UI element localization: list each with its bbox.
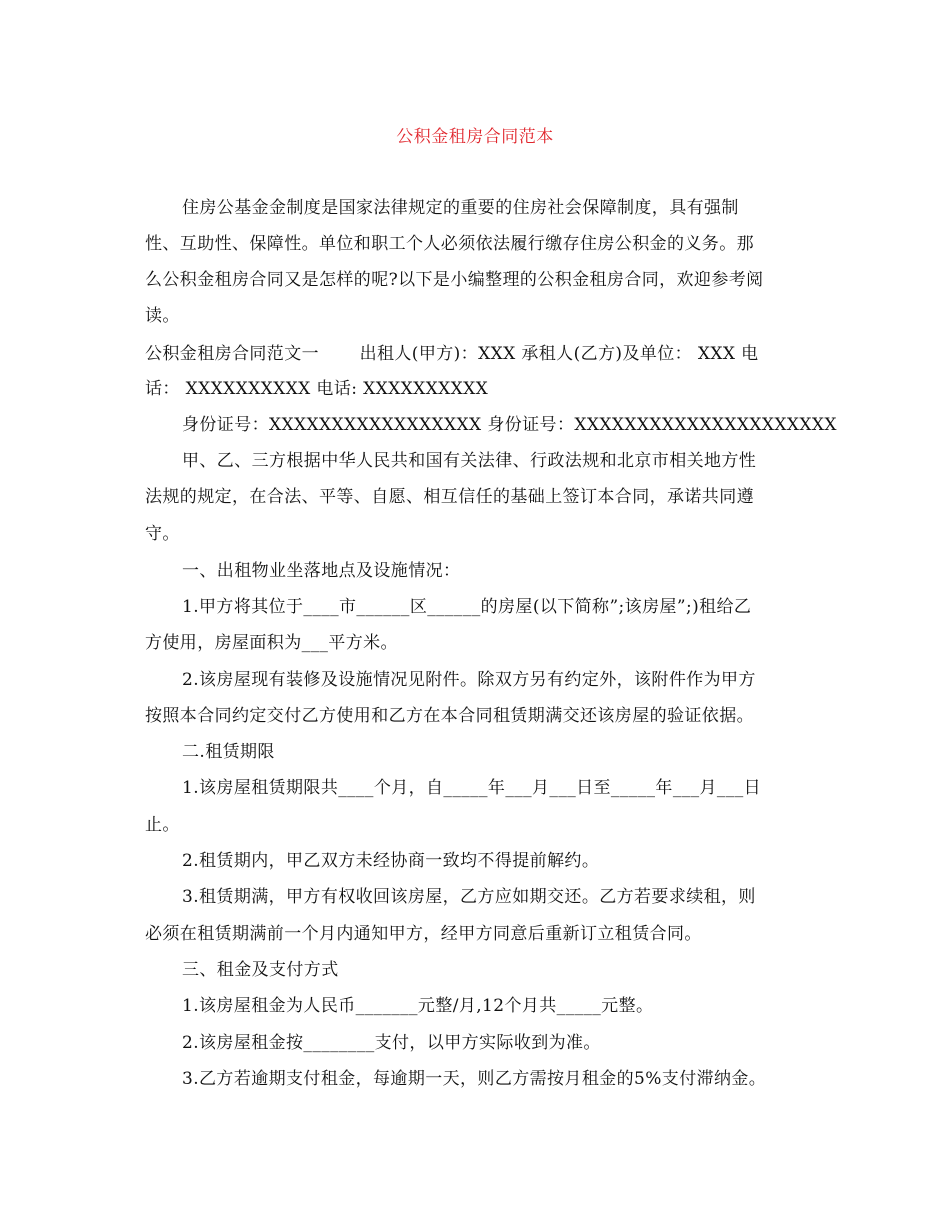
intro-line-3: 么公积金租房合同又是怎样的呢?以下是小编整理的公积金租房合同，欢迎参考阅 (145, 270, 764, 290)
clause-2-3-line-2: 必须在租赁期满前一个月内通知甲方，经甲方同意后重新订立租赁合同。 (145, 924, 702, 944)
clause-2-3-line-1: 3.租赁期满，甲方有权收回该房屋，乙方应如期交还。乙方若要求续租，则 (182, 887, 756, 907)
preamble-line-1: 甲、乙、三方根据中华人民共和国有关法律、行政法规和北京市相关地方性 (182, 451, 757, 471)
intro-line-2: 性、互助性、保障性。单位和职工个人必须依法履行缴存住房公积金的义务。那 (145, 234, 754, 254)
parties-line-2: 话： XXXXXXXXXX 电话: XXXXXXXXXX (145, 379, 489, 399)
clause-2-1-line-2: 止。 (145, 815, 180, 835)
intro-line-4: 读。 (145, 306, 180, 326)
preamble-line-2: 法规的规定，在合法、平等、自愿、相互信任的基础上签订本合同，承诺共同遵 (145, 487, 754, 507)
clause-1-1-line-1: 1.甲方将其位于____市______区______的房屋(以下简称”;该房屋”;)租给乙 (182, 597, 752, 617)
section-3-heading: 三、租金及支付方式 (182, 960, 339, 980)
section-1-heading: 一、出租物业坐落地点及设施情况： (182, 561, 461, 581)
clause-2-2: 2.租赁期内，甲乙双方未经协商一致均不得提前解约。 (182, 851, 600, 871)
clause-3-1: 1.该房屋租金为人民币_______元整/月,12个月共_____元整。 (182, 996, 654, 1016)
clause-1-2-line-1: 2.该房屋现有装修及设施情况见附件。除双方另有约定外，该附件作为甲方 (182, 670, 756, 690)
section-2-heading: 二.租赁期限 (182, 742, 275, 762)
document-title: 公积金租房合同范本 (396, 127, 554, 147)
clause-1-1-line-2: 方使用，房屋面积为___平方米。 (145, 633, 398, 653)
parties-line-1: 公积金租房合同范文一 出租人(甲方)：XXX 承租人(乙方)及单位： XXX 电 (145, 344, 759, 364)
clause-1-2-line-2: 按照本合同约定交付乙方使用和乙方在本合同租赁期满交还该房屋的验证依据。 (145, 706, 754, 726)
clause-2-1-line-1: 1.该房屋租赁期限共____个月，自_____年___月___日至_____年___月___日 (182, 778, 762, 798)
id-number-line: 身份证号：XXXXXXXXXXXXXXXXX 身份证号：XXXXXXXXXXXXXXXXXXXXX (182, 415, 837, 435)
clause-3-2: 2.该房屋租金按________支付，以甲方实际收到为准。 (182, 1033, 601, 1053)
preamble-line-3: 守。 (145, 524, 180, 544)
intro-line-1: 住房公基金金制度是国家法律规定的重要的住房社会保障制度，具有强制 (182, 198, 739, 218)
clause-3-3: 3.乙方若逾期支付租金，每逾期一天，则乙方需按月租金的5%支付滞纳金。 (182, 1069, 767, 1089)
